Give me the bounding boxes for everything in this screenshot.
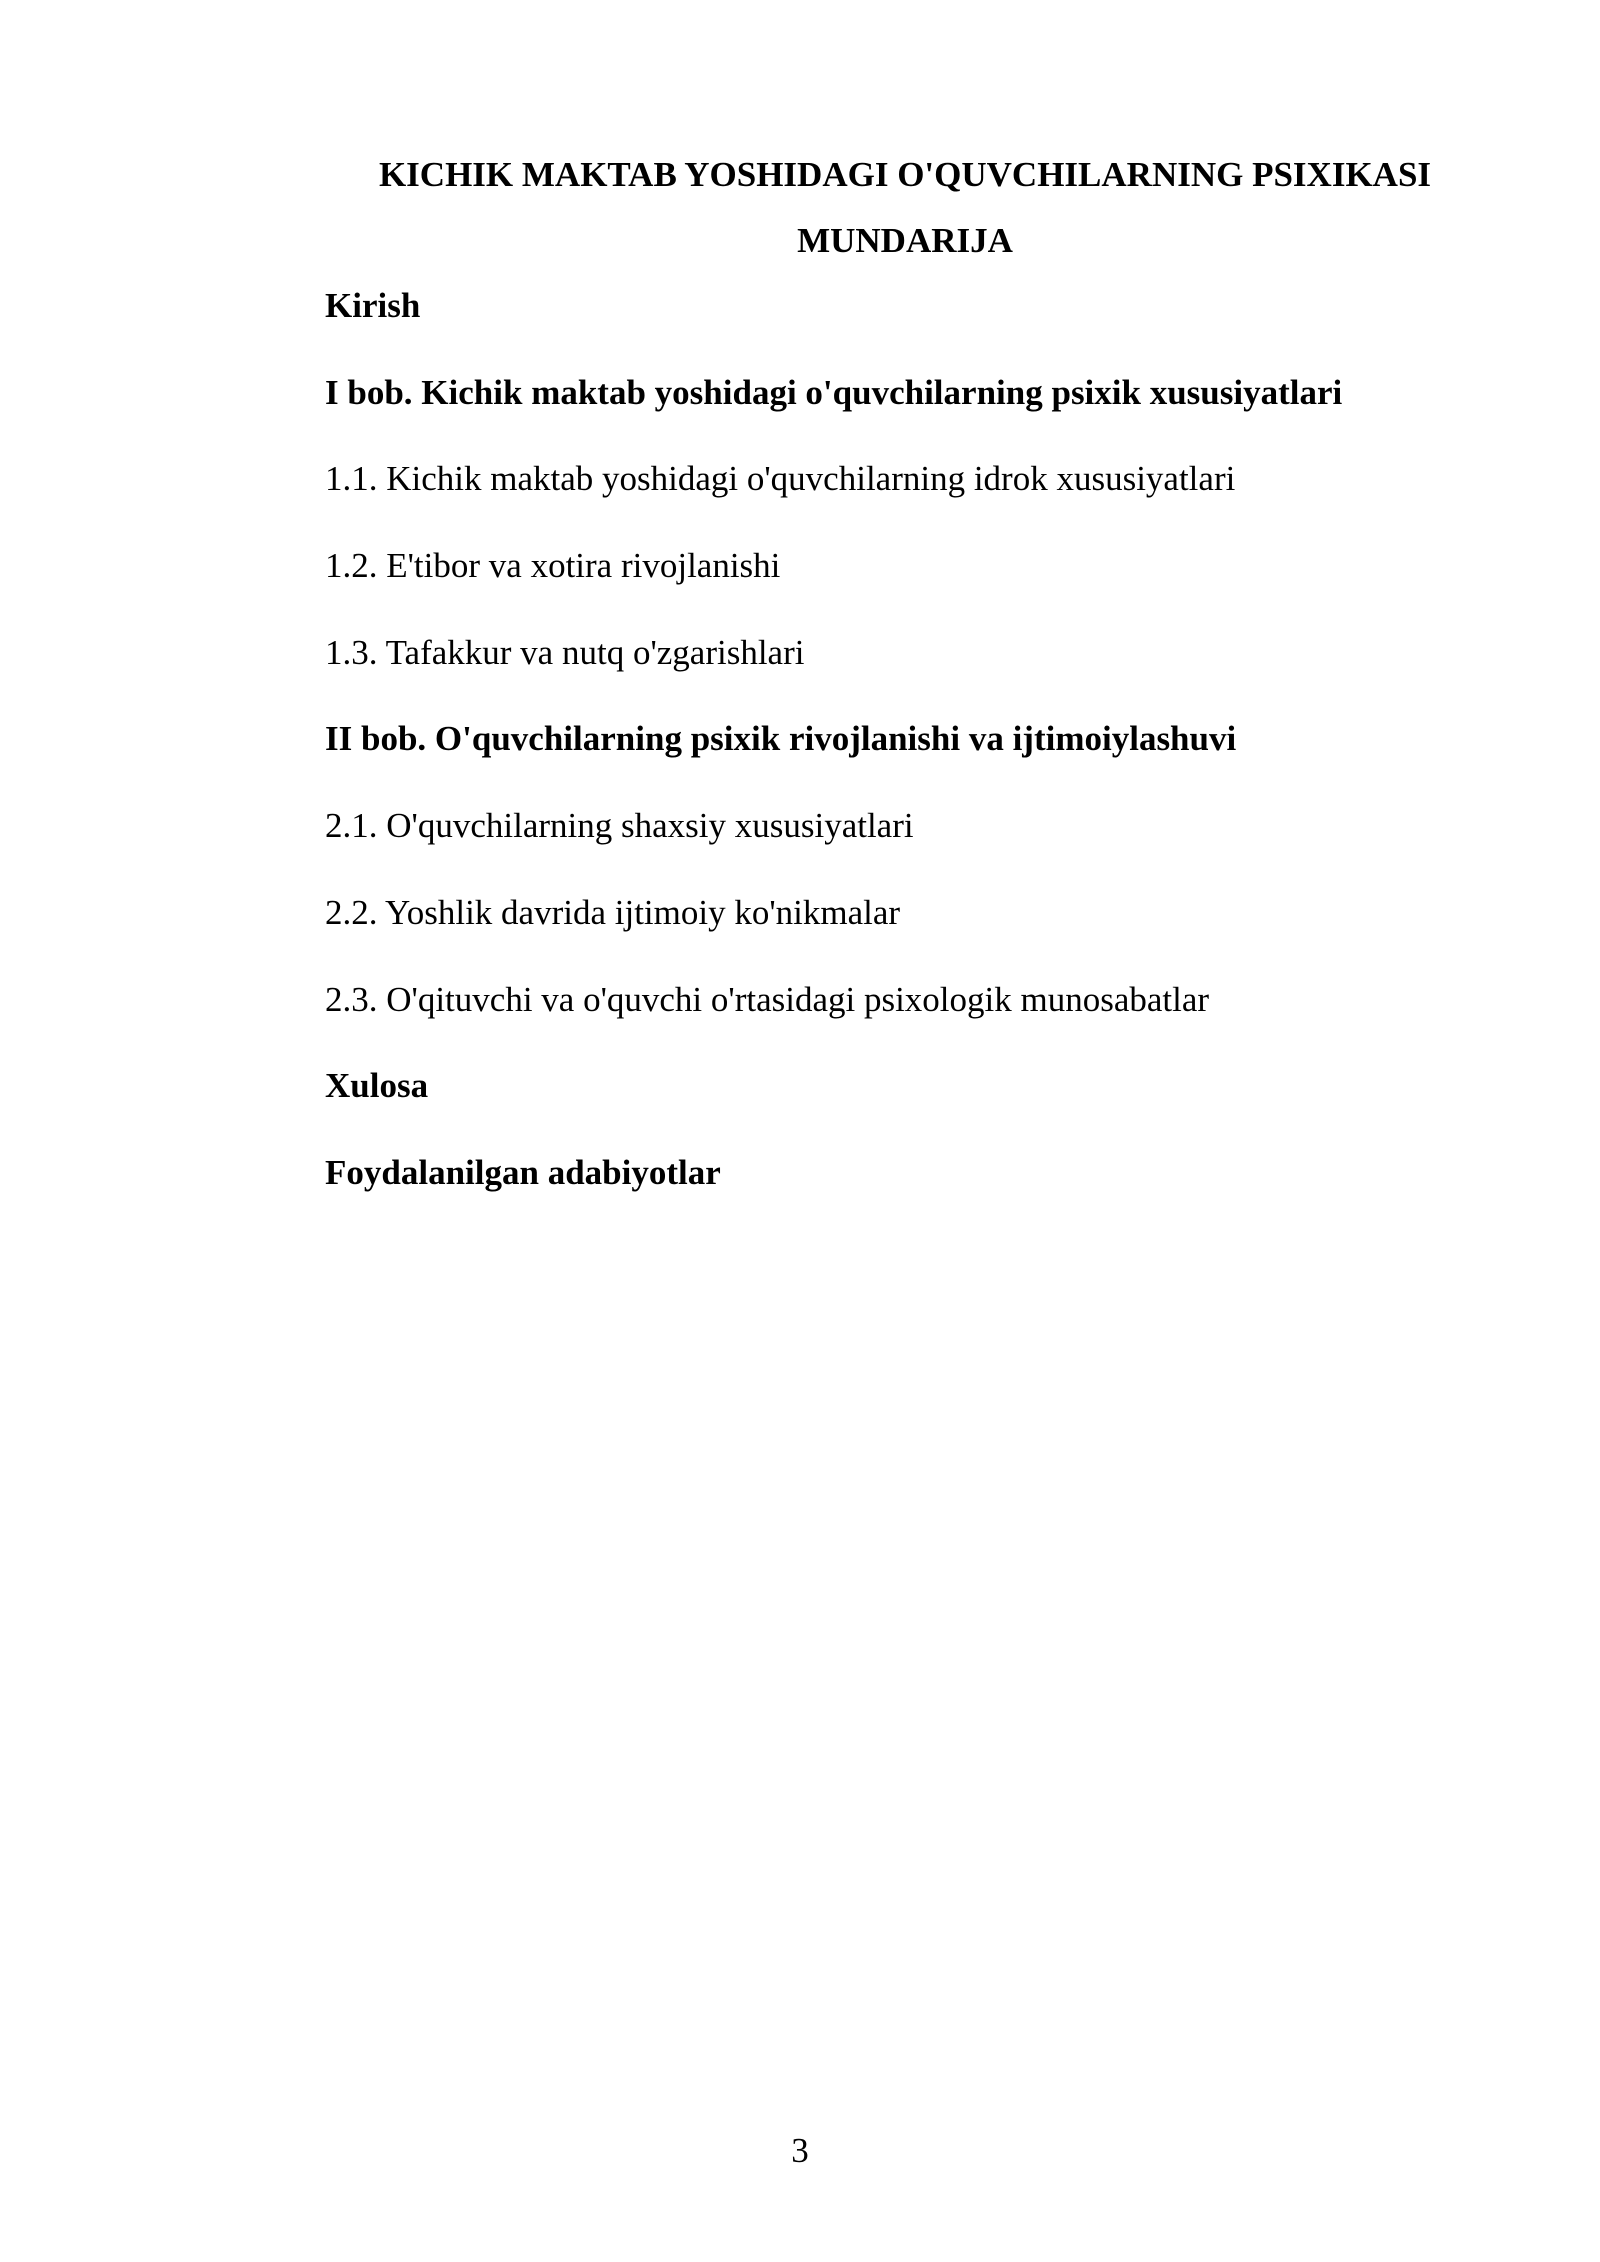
toc-entry-section-1-2: 1.2. E'tibor va xotira rivojlanishi [325,546,781,586]
toc-entry-section-1-1: 1.1. Kichik maktab yoshidagi o'quvchilarning idrok xususiyatlari [325,459,1236,499]
toc-heading: MUNDARIJA [797,221,1013,260]
toc-entry-introduction: Kirish [325,286,421,325]
toc-entry-chapter-1: I bob. Kichik maktab yoshidagi o'quvchilarning psixik xususiyatlari [325,372,1343,412]
toc-entry-section-2-3: 2.3. O'qituvchi va o'quvchi o'rtasidagi psixologik munosabatlar [325,979,1210,1019]
toc-entry-section-2-2: 2.2. Yoshlik davrida ijtimoiy ko'nikmalar [325,892,901,932]
document-title: KICHIK MAKTAB YOSHIDAGI O'QUVCHILARNING PSIXIKASI [378,155,1432,194]
toc-entry-section-2-1: 2.1. O'quvchilarning shaxsiy xususiyatlari [325,806,914,846]
table-of-contents [325,281,1485,1235]
page-number: 3 [791,2131,809,2170]
toc-entry-references: Foydalanilgan adabiyotlar [325,1152,721,1192]
toc-entry-conclusion: Xulosa [325,1066,429,1106]
toc-entry-chapter-2: II bob. O'quvchilarning psixik rivojlanishi va ijtimoiylashuvi [325,719,1237,759]
toc-entry-section-1-3: 1.3. Tafakkur va nutq o'zgarishlari [325,632,805,672]
